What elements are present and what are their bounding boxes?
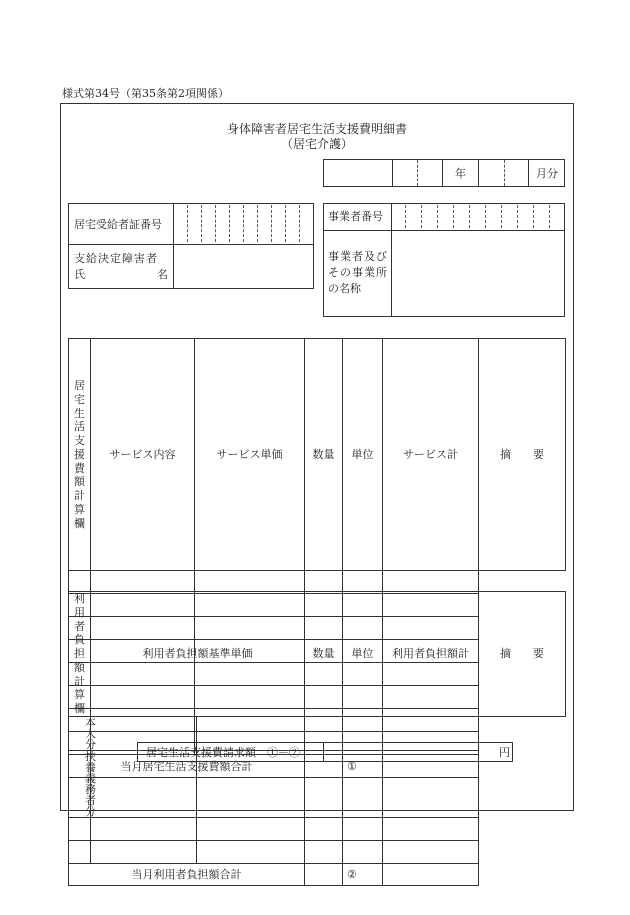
header-burden-total: 利用者負担額計: [383, 592, 479, 717]
burden-cell[interactable]: [343, 840, 383, 863]
provider-name-label-line1: 事業者及び: [328, 250, 388, 263]
burden-side-char: 欄: [74, 702, 85, 715]
burden-row-label: 扶養義務者分: [69, 750, 91, 817]
header-service-unit-price: サービス単価: [195, 339, 305, 571]
header-base-price: 利用者負担額基準単価: [91, 592, 305, 717]
burden-row: [69, 840, 566, 863]
burden-total-mark: ②: [343, 863, 383, 885]
burden-total-label: 当月利用者負担額合計: [69, 863, 305, 885]
header-unit: 単位: [343, 339, 383, 571]
burden-side-char: 担: [74, 647, 85, 660]
burden-side-char: 者: [74, 619, 85, 633]
burden-row-label: 本 人 分: [69, 716, 91, 750]
provider-number-label: 事業者番号: [328, 210, 383, 223]
service-side-char: 額: [74, 475, 85, 489]
burden-side-char: 額: [74, 660, 85, 674]
recipient-name-label-a: 氏: [74, 268, 85, 281]
burden-row: [69, 817, 566, 840]
recipient-box: [68, 203, 314, 289]
form-number: 様式第34号（第35条第2項関係）: [62, 87, 229, 100]
month-label: 月分: [536, 167, 558, 180]
claim-unit: 円: [499, 746, 510, 759]
claim-label: 居宅生活支援費請求額 ①－②: [146, 746, 300, 759]
burden-side-char: 負: [74, 633, 85, 647]
burden-cell[interactable]: [305, 817, 343, 840]
burden-side-label: [69, 592, 91, 717]
burden-cell[interactable]: [383, 817, 479, 840]
service-side-char: 援: [74, 447, 85, 461]
burden-cell[interactable]: [91, 840, 197, 863]
service-side-label: [69, 339, 91, 571]
service-side-char: 欄: [74, 516, 85, 530]
cert-number-label: 居宅受給者証番号: [74, 218, 162, 231]
year-label: 年: [455, 167, 466, 180]
burden-side-char: 算: [74, 688, 85, 702]
header-burden-quantity: 数量: [305, 592, 343, 717]
service-side-char: 生: [74, 406, 85, 420]
burden-side-char: 計: [74, 674, 85, 688]
provider-name-label-line2: その事業所: [328, 266, 388, 279]
service-side-char: 支: [74, 434, 85, 447]
service-side-char: 居: [74, 379, 85, 392]
burden-cell[interactable]: [383, 840, 479, 863]
burden-cell[interactable]: [91, 817, 197, 840]
form-title: 身体障害者居宅生活支援費明細書: [226, 122, 407, 136]
header-burden-unit: 単位: [343, 592, 383, 717]
service-side-char: 宅: [74, 392, 85, 406]
burden-row-label: [69, 840, 91, 863]
burden-side-char: 用: [74, 605, 85, 619]
burden-cell[interactable]: [197, 817, 305, 840]
service-total-label: 当月居宅生活支援費額合計: [69, 755, 305, 778]
burden-row-label: [69, 817, 91, 840]
service-total-mark: ①: [343, 755, 383, 778]
burden-cell[interactable]: [305, 840, 343, 863]
provider-name-label-line3: の名称: [328, 282, 361, 295]
header-service-content: サービス内容: [91, 339, 195, 571]
burden-cell[interactable]: [197, 840, 305, 863]
header-burden-remarks: 摘 要: [479, 592, 566, 717]
burden-side-char: 利: [74, 592, 85, 605]
header-quantity: 数量: [305, 339, 343, 571]
header-remarks: 摘 要: [479, 339, 566, 571]
service-side-char: 活: [74, 420, 85, 434]
header-service-total: サービス計: [383, 339, 479, 571]
recipient-name-label-line1: 支給決定障害者: [74, 252, 158, 265]
burden-cell[interactable]: [343, 817, 383, 840]
service-side-char: 計: [74, 489, 85, 502]
recipient-name-label-b: 名: [157, 268, 168, 281]
form-subtitle: （居宅介護）: [280, 137, 353, 151]
service-side-char: 算: [74, 502, 85, 516]
service-side-char: 費: [74, 461, 85, 475]
burden-table: [68, 591, 566, 886]
